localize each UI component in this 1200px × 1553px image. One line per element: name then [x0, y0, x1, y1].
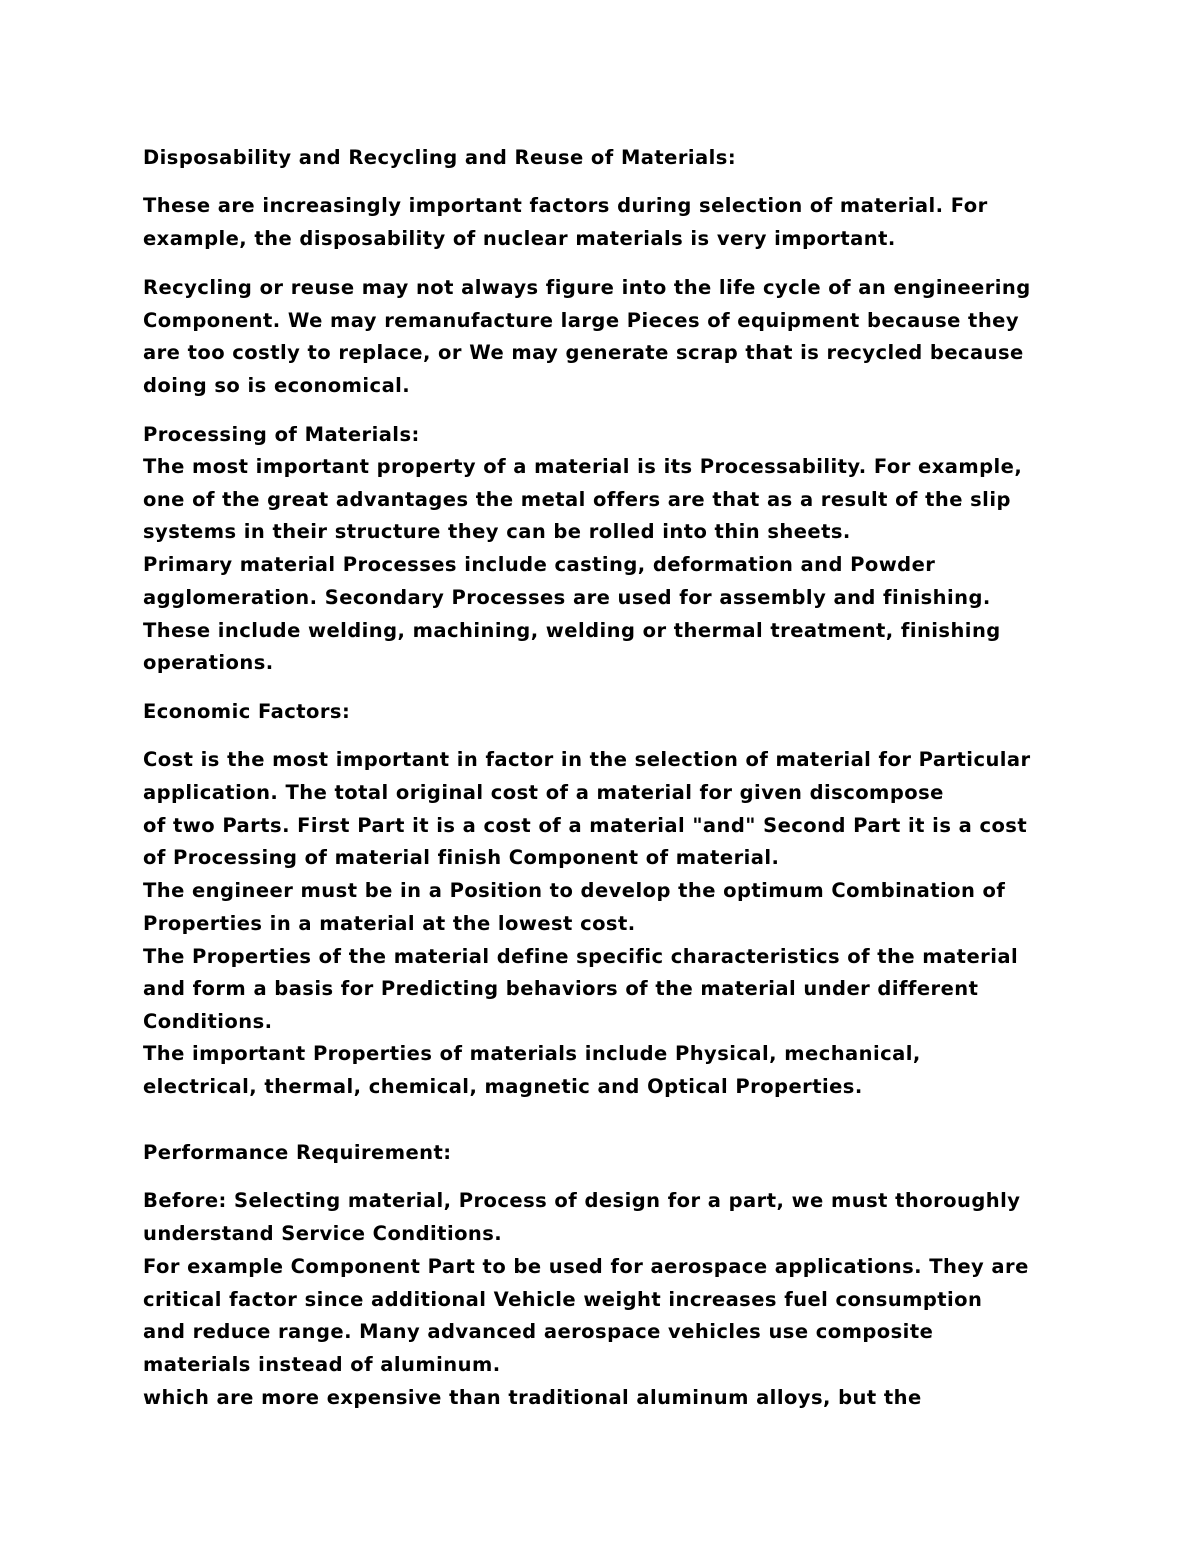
text-line: which are more expensive than traditional aluminum alloys, but the — [143, 1386, 922, 1409]
text-line: of two Parts. First Part it is a cost of a material "and" Second Part it is a cost — [143, 814, 1028, 837]
text-line: understand Service Conditions. — [143, 1222, 503, 1245]
text-line: For example Component Part to be used for aerospace applications. They are — [143, 1255, 1029, 1278]
text-line: Before: Selecting material, Process of design for a part, we must thoroughly — [143, 1189, 1021, 1212]
text-line: systems in their structure they can be rolled into thin sheets. — [143, 520, 851, 543]
text-line: and form a basis for Predicting behaviors of the material under different — [143, 977, 979, 1000]
text-line: application. The total original cost of a material for given discompose — [143, 781, 944, 804]
heading-economic-factors: Economic Factors: — [143, 700, 351, 723]
text-line: doing so is economical. — [143, 374, 411, 397]
heading-disposability: Disposability and Recycling and Reuse of Materials: — [143, 146, 737, 169]
text-line: Properties in a material at the lowest cost. — [143, 912, 636, 935]
text-line: The most important property of a material is its Processability. For example, — [143, 455, 1023, 478]
text-line: example, the disposability of nuclear materials is very important. — [143, 227, 896, 250]
text-line: of Processing of material finish Component of material. — [143, 846, 780, 869]
text-line: Component. We may remanufacture large Pieces of equipment because they — [143, 309, 1019, 332]
text-line: electrical, thermal, chemical, magnetic and Optical Properties. — [143, 1075, 863, 1098]
text-line: The Properties of the material define specific characteristics of the material — [143, 945, 1019, 968]
text-line: These include welding, machining, welding or thermal treatment, finishing — [143, 619, 1001, 642]
text-line: These are increasingly important factors during selection of material. For — [143, 194, 988, 217]
text-line: The important Properties of materials include Physical, mechanical, — [143, 1042, 921, 1065]
text-line: Recycling or reuse may not always figure into the life cycle of an engineering — [143, 276, 1031, 299]
heading-performance-requirement: Performance Requirement: — [143, 1141, 452, 1164]
text-line: Conditions. — [143, 1010, 273, 1033]
text-line: one of the great advantages the metal offers are that as a result of the slip — [143, 488, 1011, 511]
text-line: The engineer must be in a Position to develop the optimum Combination of — [143, 879, 1006, 902]
text-line: agglomeration. Secondary Processes are used for assembly and finishing. — [143, 586, 991, 609]
text-line: Cost is the most important in factor in the selection of material for Particular — [143, 748, 1031, 771]
text-line: are too costly to replace, or We may generate scrap that is recycled because — [143, 341, 1024, 364]
heading-processing: Processing of Materials: — [143, 423, 420, 446]
text-line: materials instead of aluminum. — [143, 1353, 501, 1376]
text-line: Primary material Processes include casting, deformation and Powder — [143, 553, 936, 576]
text-line: operations. — [143, 651, 274, 674]
text-line: critical factor since additional Vehicle weight increases fuel consumption — [143, 1288, 983, 1311]
text-line: and reduce range. Many advanced aerospace vehicles use composite — [143, 1320, 934, 1343]
